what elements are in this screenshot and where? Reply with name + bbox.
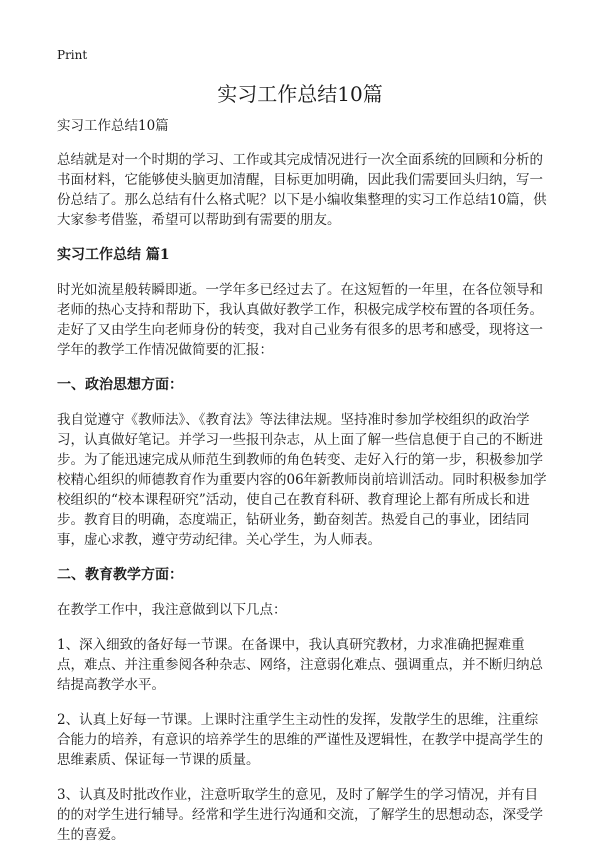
section-intro-teaching: 在教学工作中，我注意做到以下几点： [57, 602, 287, 618]
intro-paragraph: 总结就是对一个时期的学习、工作或其完成情况进行一次全面系统的回顾和分析的书面材料，它能够使头脑更加清醒，目标更加明确，因此我们需要回头归纳，写一份总结了。那么总结有什么格式呢？以下是小编收集整理的实习工作总结10篇，供大家参考借鉴，希望可以帮助到有需要的朋友。 [57, 152, 547, 228]
document-subtitle: 实习工作总结10篇 [57, 118, 169, 134]
list-item: 3、认真及时批改作业，注意听取学生的意见，及时了解学生的学习情况，并有目的的对学生进行辅导。经常和学生进行沟通和交流，了解学生的思想动态，深受学生的喜爱。 [57, 787, 543, 843]
section-heading-politics: 一、政治思想方面： [57, 377, 183, 393]
document-title: 实习工作总结10篇 [217, 82, 383, 106]
section-body-politics: 我自觉遵守《教师法》、《教育法》等法律法规。坚持准时参加学校组织的政治学习，认真做好笔记。并学习一些报刊杂志，从上面了解一些信息便于自己的不断进步。为了能迅速完成从师范生到教师的角色转变、走好入行的第一步，积极参加学校精心组织的师德教育作为重要内容的06年新教师岗前培训活动。同时积极参加学校组织的“校本课程研究”活动，使自己在教育科研、教育理论上都有所成长和进步。教育目的明确，态度端正，钻研业务，勤奋刻苦。热爱自己的事业，团结同事，虚心求教，遵守劳动纪律。关心学生，为人师表。 [57, 412, 547, 548]
print-label: Print [57, 48, 88, 62]
document-body [57, 116, 547, 860]
article-heading: 实习工作总结 篇1 [57, 247, 170, 263]
list-item: 1、深入细致的备好每一节课。在备课中，我认真研究教材，力求准确把握难重点，难点、并注重参阅各种杂志、网络，注意弱化难点、强调重点，并不断归纳总结提高教学水平。 [57, 637, 543, 693]
article-intro-paragraph: 时光如流星般转瞬即逝。一学年多已经过去了。在这短暂的一年里，在各位领导和老师的热心支持和帮助下，我认真做好教学工作，积极完成学校布置的各项任务。走好了又由学生向老师身份的转变，我对自己业务有很多的思考和感受，现将这一学年的教学工作情况做简要的汇报： [57, 282, 543, 358]
section-heading-teaching: 二、教育教学方面： [57, 567, 183, 583]
list-item: 2、认真上好每一节课。上课时注重学生主动性的发挥，发散学生的思维，注重综合能力的培养，有意识的培养学生的思维的严谨性及逻辑性，在教学中提高学生的思维素质、保证每一节课的质量。 [57, 712, 543, 768]
